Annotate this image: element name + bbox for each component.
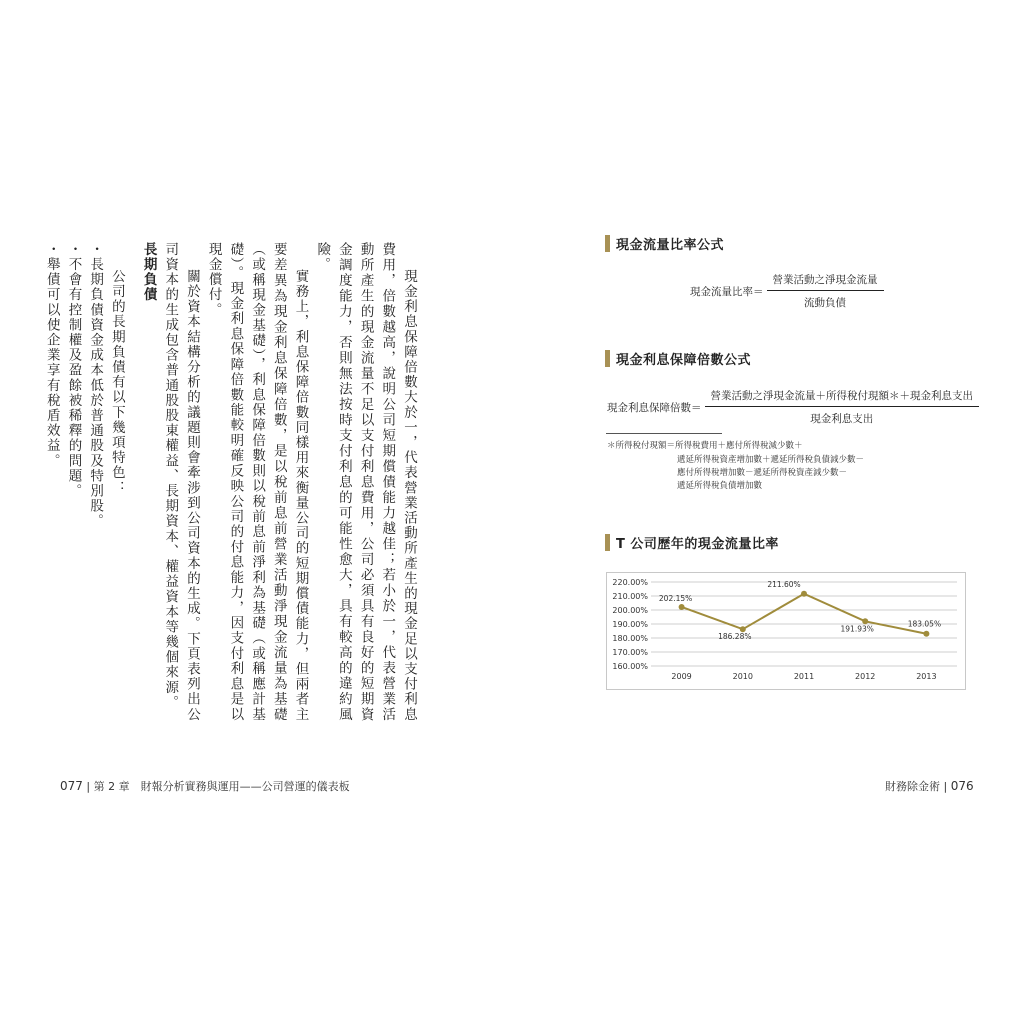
paragraph-practice-comparison: 實務上，利息保障倍數同樣用來衡量公司的短期償債能力，但兩者主要差異為現金利息保障倍數，是以稅前息前營業活動淨現金流量為基礎（或稱現金基礎），利息保障倍數則以稅前息前淨利為基礎（或稱應計基礎）。現金利息保障倍數能較明確反映公司的付息能力，因支付利息是以現金償付。 [205,242,309,722]
x-tick-label: 2013 [916,672,937,681]
formula-numerator: 營業活動之淨現金流量＋所得稅付現額＊＋現金利息支出 [705,388,980,407]
x-tick-label: 2011 [793,672,815,681]
formula-numerator: 營業活動之淨現金流量 [767,272,884,291]
chapter-title: 第 2 章 財報分析實務與運用——公司營運的儀表板 [93,780,350,793]
header-accent-bar [605,235,610,252]
section-title: 現金流量比率公式 [616,237,725,253]
page-number-left: 077 [60,779,83,793]
footnote-divider [606,433,722,434]
paragraph-long-term-debt-intro: 公司的長期負債有以下幾項特色： [108,269,125,496]
formula-denominator: 現金利息支出 [810,413,874,425]
y-tick-label: 160.00% [612,662,648,671]
formula-lhs: 現金流量比率＝ [690,285,764,298]
series-line [682,594,927,634]
footnote-line: 應付所得稅增加數－遞延所得稅資產減少數－ [677,468,848,478]
data-label: 211.60% [767,579,801,589]
data-label: 191.93% [840,624,874,634]
x-tick-label: 2010 [732,672,753,681]
cash-flow-ratio-chart [606,572,966,690]
footer-left [60,778,350,794]
paragraph-cash-interest-meaning: 現金利息保障倍數大於一，代表營業活動所產生的現金足以支付利息費用，倍數越高，說明公司短期償債能力越佳；若小於一，代表營業活動所產生的現金流量不足以支付利息費用，公司必須具有良好的短期資金調度能力，否則無法按時支付利息的可能性愈大，具有較高的違約風險。 [314,242,417,722]
chart-title: T 公司歷年的現金流量比率 [616,536,779,552]
formula-lhs: 現金利息保障倍數＝ [607,401,702,414]
left-page-body [40,242,419,722]
data-point [679,604,685,610]
page-number-right: 076 [950,779,974,793]
footnote-line: ＊所得稅付現額＝所得稅費用＋應付所得稅減少數＋ [607,441,803,451]
footer-separator: | [943,780,948,793]
x-tick-label: 2012 [855,672,876,681]
footer-separator: | [86,780,91,793]
section-header-cash-flow-ratio [605,234,724,252]
footnote-line: 遞延所得稅負債增加數 [677,481,763,491]
line-chart-svg [607,573,965,689]
header-accent-bar [605,350,610,367]
book-title: 財務除金術 [885,780,940,793]
formula-fraction [705,388,980,426]
section-title: 現金利息保障倍數公式 [616,352,752,368]
y-tick-label: 220.00% [612,578,648,587]
formula-fraction [767,272,884,310]
section-header-cash-interest [605,349,751,367]
data-point [801,591,807,597]
bullet-item: ・不會有控制權及盈餘被稀釋的問題。 [65,242,82,499]
footer-right [885,778,974,794]
formula-cash-flow-ratio [690,272,884,310]
formula-denominator: 流動負債 [804,297,846,309]
paragraph-capital-structure: 關於資本結構分析的議題則會牽涉到公司資本的生成。下頁表列出公司資本的生成包含普通股股東權益、長期資本、權益資本等幾個來源。 [162,242,200,722]
formula-cash-interest-coverage [607,388,979,426]
x-tick-label: 2009 [671,672,692,681]
y-tick-label: 190.00% [612,620,648,629]
section-heading-long-term-debt: 長期負債 [140,242,157,303]
section-header-chart [605,533,779,551]
y-tick-label: 170.00% [612,648,648,657]
bullet-item: ・舉債可以使企業享有稅盾效益。 [43,242,60,469]
y-tick-label: 180.00% [612,634,648,643]
data-label: 186.28% [718,632,752,642]
data-point [923,631,929,637]
footnote-line: 遞延所得稅資產增加數＋遞延所得稅負債減少數－ [677,455,865,465]
y-tick-label: 210.00% [612,592,648,601]
data-label: 202.15% [658,593,693,603]
y-tick-label: 200.00% [612,606,648,615]
data-label: 183.05% [907,619,942,629]
bullet-item: ・長期負債資金成本低於普通股及特別股。 [87,242,104,529]
header-accent-bar [605,534,610,551]
